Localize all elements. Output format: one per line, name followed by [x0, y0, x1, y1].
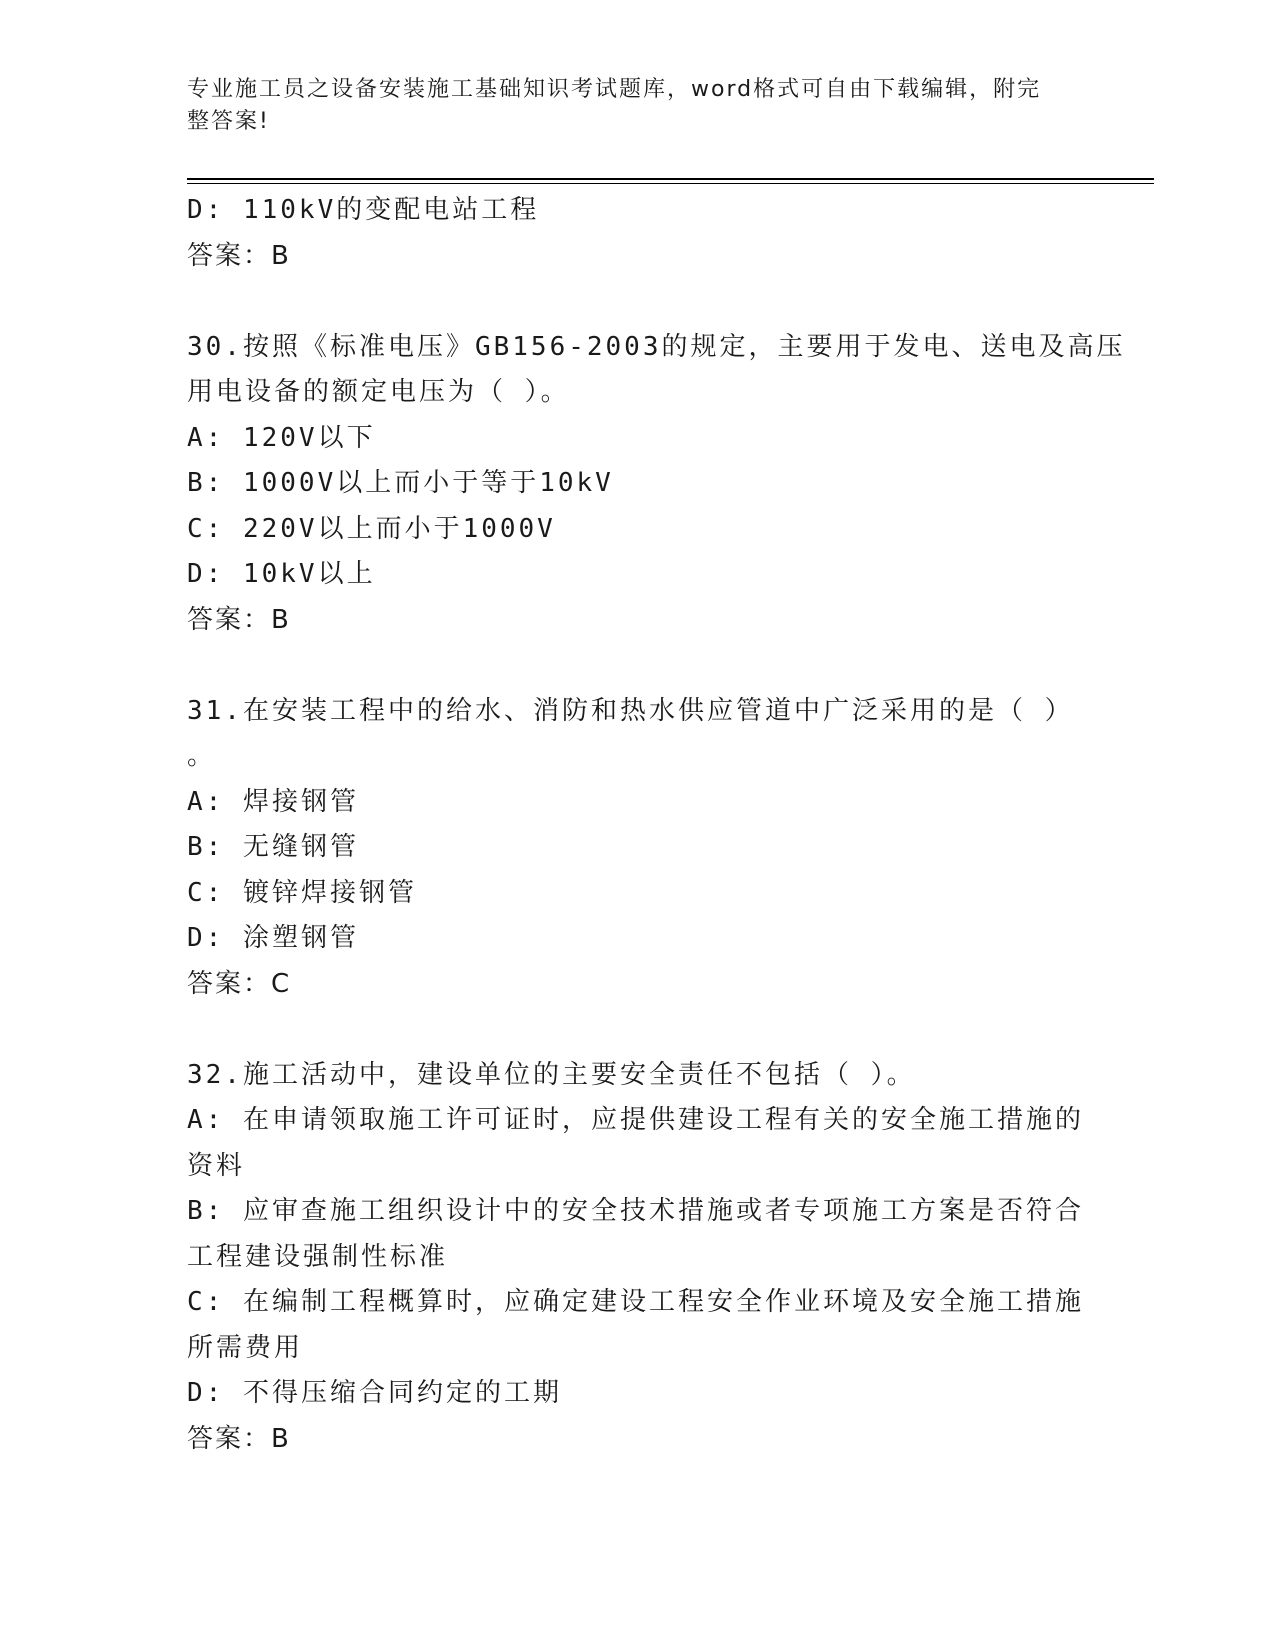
option-b-continued: 工程建设强制性标准: [187, 1241, 449, 1272]
option-c: C: 在编制工程概算时，应确定建设工程安全作业环境及安全施工措施: [187, 1287, 1084, 1317]
question-32: [187, 1053, 1087, 1463]
option-b: B: 无缝钢管: [187, 832, 359, 862]
option-d: D: 10kV以上: [187, 559, 376, 589]
question-stem: 30.按照《标准电压》GB156-2003的规定，主要用于发电、送电及高压: [187, 331, 1126, 362]
spacer: [187, 279, 1087, 325]
question-stem: 31.在安装工程中的给水、消防和热水供应管道中广泛采用的是（ ）: [187, 695, 1074, 726]
answer-label: 答案：B: [187, 604, 291, 635]
option-b: B: 应审查施工组织设计中的安全技术措施或者专项施工方案是否符合: [187, 1196, 1084, 1226]
header-line-1: 专业施工员之设备安装施工基础知识考试题库，word格式可自由下载编辑，附完: [187, 77, 1042, 102]
question-31: [187, 689, 1087, 1008]
spacer: [187, 643, 1087, 689]
option-a-continued: 资料: [187, 1150, 246, 1181]
header-rule-thick: [187, 178, 1154, 180]
header-rule-thin: [187, 183, 1154, 184]
spacer: [187, 1007, 1087, 1053]
question-stem-continued: 用电设备的额定电压为（ ）。: [187, 377, 570, 407]
option-c: C: 220V以上而小于1000V: [187, 513, 556, 544]
header-line-2: 整答案!: [187, 109, 270, 134]
option-c-continued: 所需费用: [187, 1332, 304, 1363]
option-d: D: 不得压缩合同约定的工期: [187, 1378, 562, 1408]
question-stem-continued: 。: [187, 741, 217, 771]
answer-label: 答案：B: [187, 1423, 291, 1454]
answer-label: 答案：B: [187, 240, 291, 271]
option-b: B: 1000V以上而小于等于10kV: [187, 468, 614, 498]
document-header: [187, 74, 1067, 138]
question-29-tail: [187, 188, 1087, 279]
option-d: D: 涂塑钢管: [187, 923, 359, 953]
option-a: A: 焊接钢管: [187, 786, 359, 817]
answer-label: 答案：C: [187, 968, 292, 999]
option-d: D: 110kV的变配电站工程: [187, 195, 540, 225]
document-body: [187, 188, 1126, 1462]
option-c: C: 镀锌焊接钢管: [187, 877, 417, 908]
option-a: A: 120V以下: [187, 422, 376, 453]
question-30: [187, 325, 1126, 644]
option-a: A: 在申请领取施工许可证时，应提供建设工程有关的安全施工措施的: [187, 1105, 1084, 1135]
question-stem: 32.施工活动中，建设单位的主要安全责任不包括（ ）。: [187, 1059, 916, 1090]
